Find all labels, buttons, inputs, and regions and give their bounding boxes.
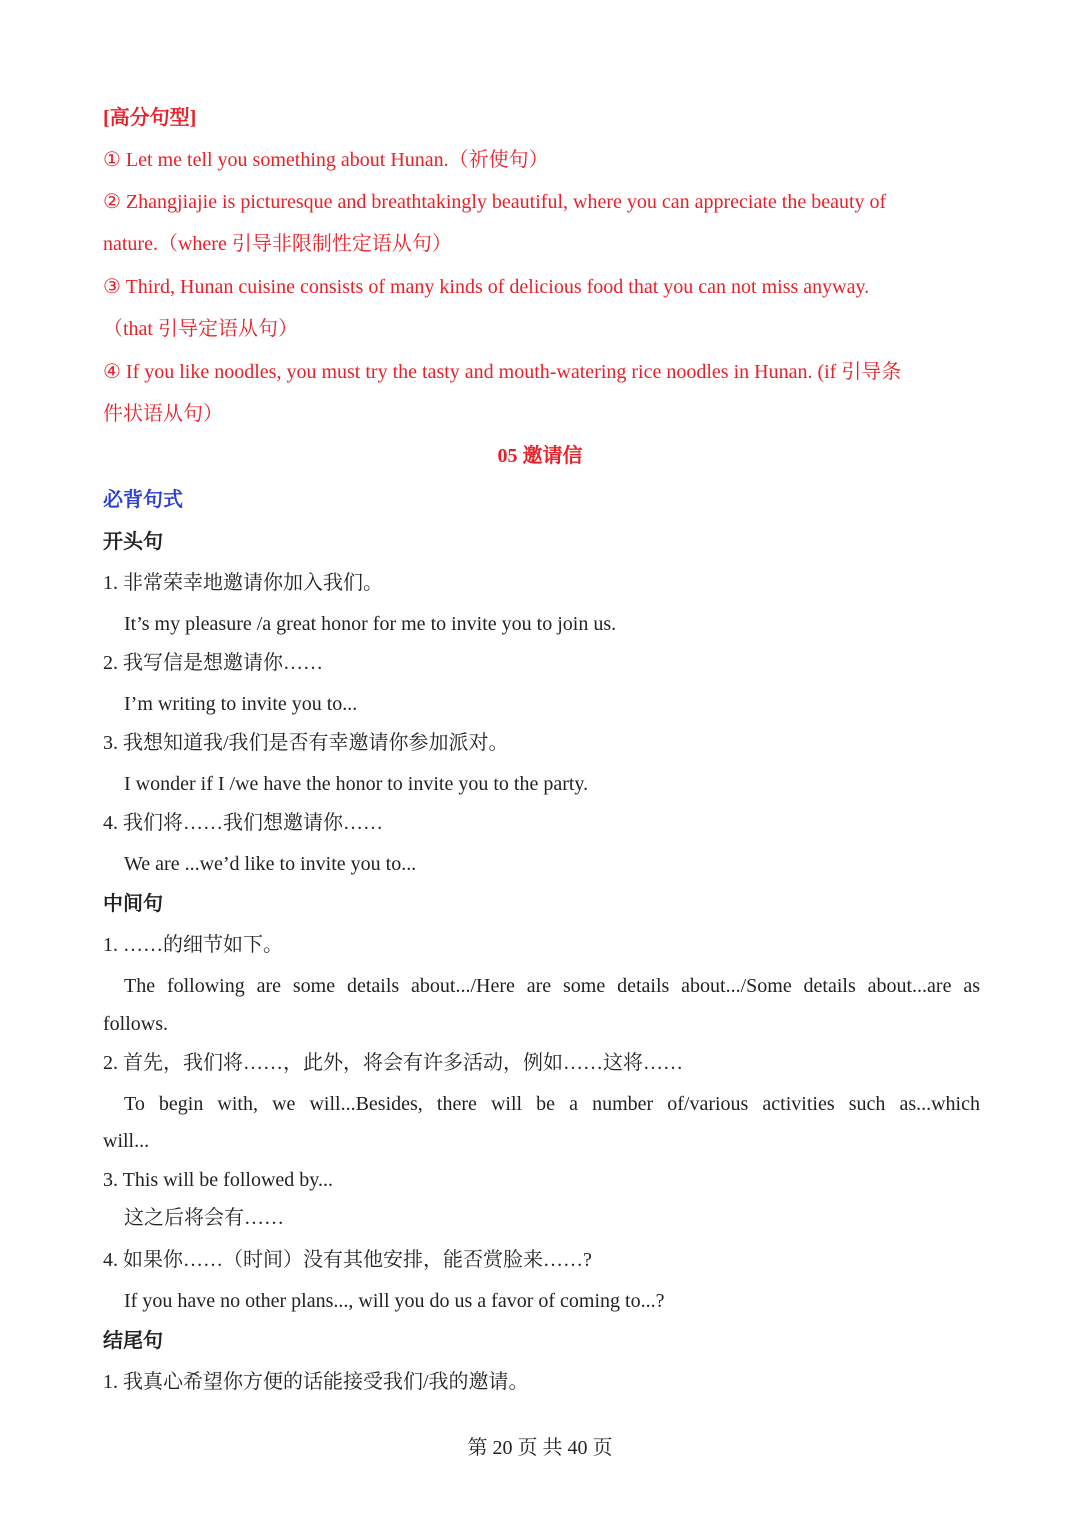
high-score-sentence-4: ④ If you like noodles, you must try the tasty and mouth-watering rice noodles in Hunan. (if 引导条: [103, 361, 902, 383]
middle-item-2-en-cont: will...: [103, 1130, 150, 1152]
middle-item-2-en: To begin with, we will...Besides, there will be a number of/various activities such as...which: [124, 1093, 980, 1115]
middle-item-4-en: If you have no other plans..., will you do us a favor of coming to...?: [124, 1290, 665, 1312]
opening-heading: 开头句: [103, 529, 163, 553]
page-footer: 第 20 页 共 40 页: [467, 1437, 613, 1459]
closing-heading: 结尾句: [103, 1328, 163, 1352]
middle-item-3-cn: 这之后将会有……: [124, 1207, 284, 1229]
opening-item-4-cn: 4. 我们将……我们想邀请你……: [103, 812, 383, 834]
high-score-sentence-1: ① Let me tell you something about Hunan.（祈使句）: [103, 149, 549, 171]
high-score-sentence-2-cont: nature.（where 引导非限制性定语从句）: [103, 233, 452, 255]
middle-item-2-cn: 2. 首先，我们将……，此外，将会有许多活动，例如……这将……: [103, 1052, 683, 1074]
high-score-sentence-3: ③ Third, Hunan cuisine consists of many kinds of delicious food that you can not miss anyway.: [103, 276, 870, 298]
middle-item-1-cn: 1. ……的细节如下。: [103, 934, 283, 956]
middle-item-4-cn: 4. 如果你……（时间）没有其他安排，能否赏脸来……?: [103, 1249, 592, 1271]
opening-item-2-cn: 2. 我写信是想邀请你……: [103, 652, 323, 674]
opening-item-1-cn: 1. 非常荣幸地邀请你加入我们。: [103, 572, 383, 594]
high-score-sentence-4-cont: 件状语从句）: [103, 403, 223, 425]
opening-item-2-en: I’m writing to invite you to...: [124, 693, 358, 715]
opening-item-3-en: I wonder if I /we have the honor to invite you to the party.: [124, 773, 589, 795]
high-score-sentence-2: ② Zhangjiajie is picturesque and breathtakingly beautiful, where you can appreciate the beauty of: [103, 191, 887, 213]
high-score-sentence-3-cont: （that 引导定语从句）: [103, 318, 298, 340]
section-title: 05 邀请信: [497, 445, 583, 467]
middle-item-1-en-cont: follows.: [103, 1013, 168, 1035]
must-memorize-heading: 必背句式: [103, 487, 183, 511]
closing-item-1-cn: 1. 我真心希望你方便的话能接受我们/我的邀请。: [103, 1371, 529, 1393]
middle-heading: 中间句: [103, 891, 163, 915]
middle-item-3-en: 3. This will be followed by...: [103, 1169, 333, 1191]
high-score-title: [高分句型]: [103, 107, 197, 129]
opening-item-3-cn: 3. 我想知道我/我们是否有幸邀请你参加派对。: [103, 732, 509, 754]
opening-item-1-en: It’s my pleasure /a great honor for me to invite you to join us.: [124, 613, 617, 635]
opening-item-4-en: We are ...we’d like to invite you to...: [124, 853, 417, 875]
middle-item-1-en: The following are some details about.../Here are some details about.../Some details about...are as: [124, 975, 980, 997]
